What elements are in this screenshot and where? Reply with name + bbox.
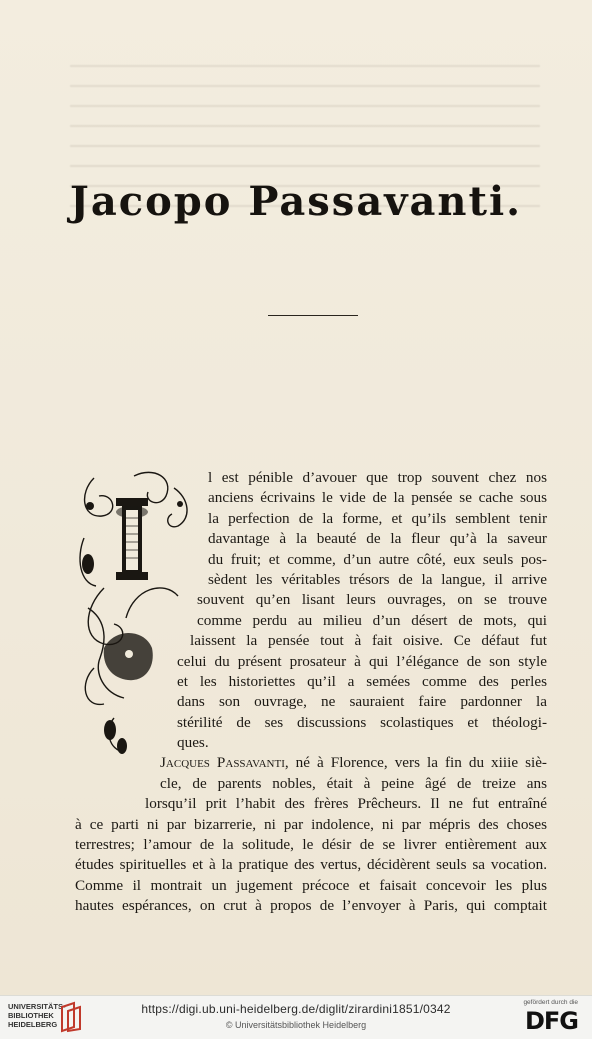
text-line: cle, de parents nobles, était à peine âgé de treize ans: [160, 774, 547, 792]
text-line: hautes espérances, on crut à propos de l’envoyer à Paris, qui comptait: [75, 897, 547, 915]
text-line: sèdent les véritables trésors de la langue, il arrive: [208, 570, 547, 588]
text-line: terrestres; l’amour de la solitude, le désir de se livrer entièrement aux: [75, 836, 547, 854]
text-line: du fruit; et comme, d’un autre côté, eux seuls pos-: [208, 550, 547, 568]
text-line: souvent qu’en lisant leurs ouvrages, on se trouve: [197, 591, 547, 609]
text-line: laissent la pensée tout à fait oisive. Ce défaut fut: [190, 632, 547, 650]
text-line: comme perdu au milieu d’un désert de mots, qui: [197, 611, 547, 629]
text-line: Jacques Passavanti, né à Florence, vers la fin du xiiie siè-: [160, 754, 547, 772]
text-line: la perfection de la forme, et qu’ils semblent tenir: [208, 509, 547, 527]
text-line: Comme il montrait un jugement précoce et faisait concevoir les plus: [75, 876, 547, 894]
text-line: stérilité de ses discussions scolastiques et théologi-: [177, 713, 547, 731]
text-line: lorsqu’il prit l’habit des frères Prêcheurs. Il ne fut entraîné: [145, 795, 547, 813]
text-line: ques.: [177, 734, 209, 752]
text-line: et les historiettes qu’il a semées comme des perles: [177, 672, 547, 690]
body-text: [75, 468, 547, 917]
text-line: études spirituelles et à la pratique des vertus, décidèrent seuls sa vocation.: [75, 856, 547, 874]
library-logo-text: UNIVERSITÄTS- BIBLIOTHEK HEIDELBERG: [8, 1002, 66, 1029]
dfg-logo: DFG: [524, 1007, 578, 1035]
text-line: celui du présent prosateur à qui l’élégance de son style: [177, 652, 547, 670]
title-rule: [268, 315, 358, 316]
viewer-footer: [0, 995, 592, 1039]
funding-note: gefördert durch die: [523, 999, 578, 1006]
text-line: à ce parti ni par bizarrerie, ni par indolence, ni par mépris des choses: [75, 815, 547, 833]
copyright-notice: © Universitätsbibliothek Heidelberg: [225, 1020, 367, 1030]
text-line: l est pénible d’avouer que trop souvent chez nos: [208, 469, 547, 486]
author-name: Jacques Passavanti,: [160, 754, 289, 772]
text-line: davantage à la beauté de la fleur qu’à la saveur: [208, 530, 547, 548]
permalink-url[interactable]: https://digi.ub.uni-heidelberg.de/diglit/zirardini1851/0342: [141, 1002, 451, 1016]
text-line: anciens écrivains le vide de la pensée se cache sous: [208, 489, 547, 507]
chapter-title: Jacopo Passavanti.: [69, 178, 523, 225]
text-line: dans son ouvrage, ne sauraient faire pardonner la: [177, 693, 547, 711]
